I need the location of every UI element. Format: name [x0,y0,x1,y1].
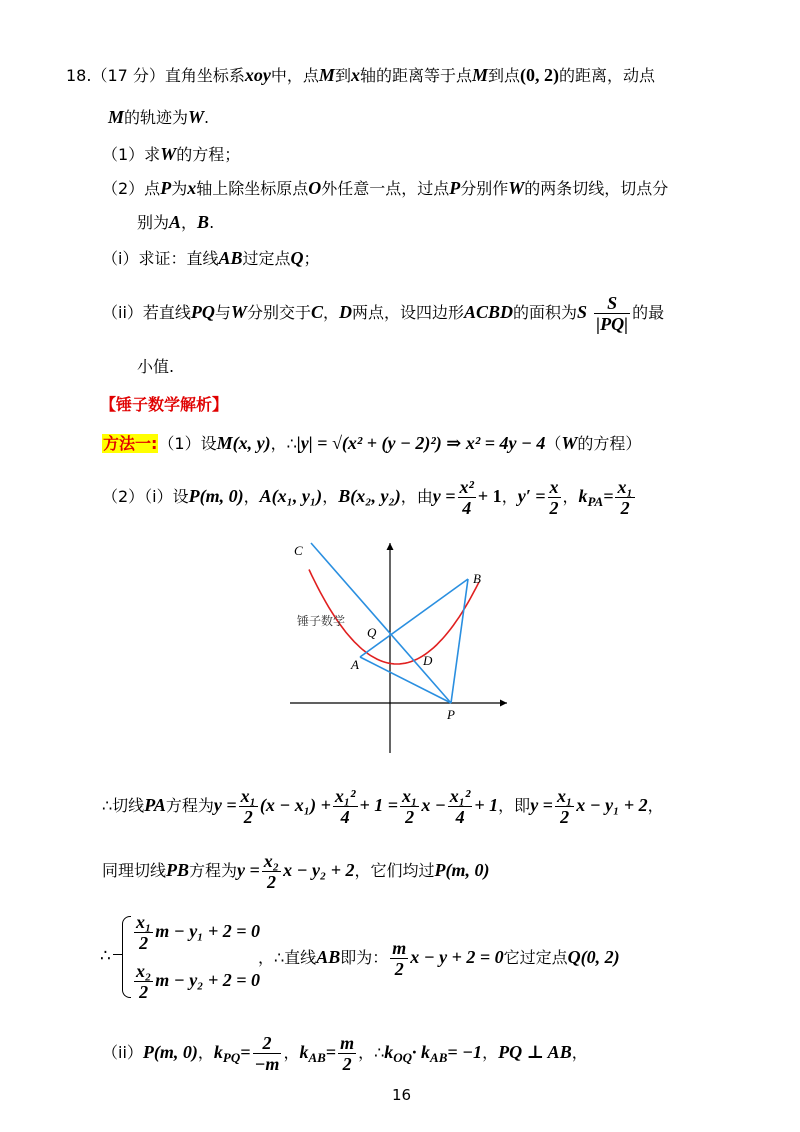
system-brace [122,916,131,998]
fraction-s-over-pq: $\frac{S}{|PQ|}$ [596,293,629,334]
system-eq-2: $\frac{\text{x₂}}{2}$ m − y₂ + 2 = 0 [136,961,260,1002]
solution-part-2-setup: （2）（i）设P(m, 0)，A(x₁, y₁)，B(x₂, y₂)，由y = $\frac{\text{x²}}{4}$ + 1，y′ = $\frac{x}{2}$ ，$k_{PA}=$ $\frac{\text{x₁}}{2}$ [102,477,633,518]
label-D: D [423,653,433,668]
solution-part-1: 方法一:（1）设M(x, y)，∴|y| = √(x² + (y − 2)²) ⇒ x² = 4y − 4（W的方程） [103,433,642,453]
tangent-PA-line: ∴切线PA方程为y = $\frac{\text{x₁}}{2}$ (x − x₁) + $\frac{\text{x₁²}}{4}$ + 1 = $\frac{\text{x₁}}{2}$ x − $\frac{\text{x₁²}}{4}$ + 1，即y = $\frac{\text{x₁}}{2}$ x − y₁ + 2， [102,786,664,827]
tangent-PB-line: 同理切线PB方程为y = $\frac{\text{x₂}}{2}$ x − y₂ + 2，它们均过P(m, 0) [102,851,490,892]
problem-part-i: （i）求证：直线AB过定点Q； [102,248,320,268]
problem-part-2-cont: 别为A，B. [137,212,215,232]
problem-line-2: M的轨迹为W. [108,107,210,127]
problem-line-1: 18.（17 分）直角坐标系xoy中，点M到x轴的距离等于点M到点(0, 2)的距离，动点 [66,65,656,85]
problem-part-ii-cont: 小值. [137,357,175,376]
label-C: C [294,543,303,558]
problem-part-1: （1）求W的方程； [102,144,241,164]
solution-part-ii: （ii）P(m, 0)，$k_{PQ}=$ $\frac{2}{-m}$ ，$k_{AB}=$ $\frac{m}{2}$ ，$\therefore k_{OQ}\cdot k_{AB}= -1$，PQ ⊥ AB， [102,1033,588,1074]
system-therefore: ∴ [100,946,111,966]
label-A: A [351,657,359,672]
problem-part-ii: （ii）若直线PQ与W分别交于C，D两点，设四边形ACBD的面积为S $\frac{S}{|PQ|}$ 的最 [102,293,665,334]
method-label: 方法一: [103,434,158,453]
system-brace-tip [113,954,122,955]
line-AB-conclusion: ，∴直线AB即为： $\frac{m}{2}$ x − y + 2 = 0它过定点Q(0, 2) [258,938,620,979]
solution-heading: 【锤子数学解析】 [100,395,229,414]
label-Q: Q [367,625,377,640]
label-P: P [447,707,455,722]
page-number: 16 [392,1086,412,1104]
watermark: 锤子数学 [297,614,346,628]
problem-part-2: （2）点P为x轴上除坐标原点O外任意一点，过点P分别作W的两条切线，切点分 [102,178,669,198]
label-B: B [473,571,481,586]
line-PB [451,579,468,703]
system-eq-1: $\frac{\text{x₁}}{2}$ m − y₁ + 2 = 0 [136,912,260,953]
parabola-tangent-figure [285,533,525,761]
